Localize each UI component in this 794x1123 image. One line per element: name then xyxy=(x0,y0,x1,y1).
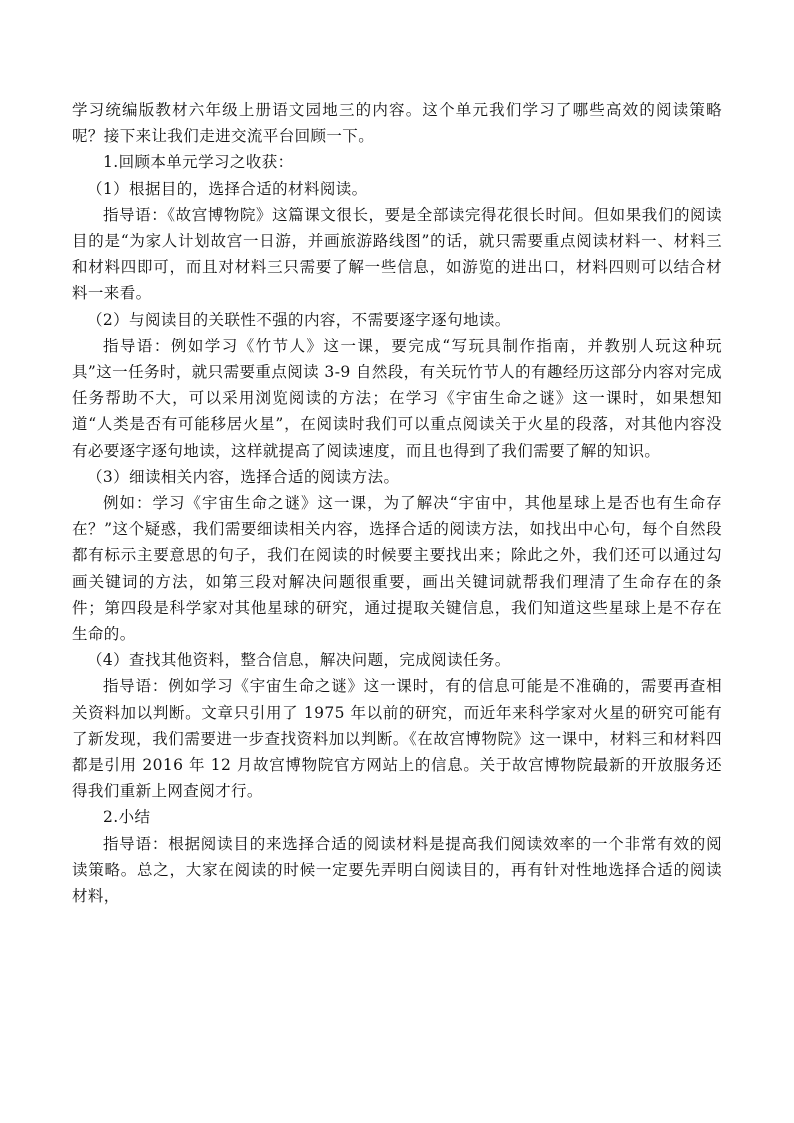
guide-paragraph-bamboo: 指导语：例如学习《竹节人》这一课，要完成“写玩具制作指南，并教别人玩这种玩具”这一任务时，就只需要重点阅读 3-9 自然段，有关玩竹节人的有趣经历这部分内容对完成任务帮助不大，可以采用浏览阅读的方法；在学习《宇宙生命之谜》这一课时，如果想知道“人类是否有可能移居火星”，在阅读时我们可以重点阅读关于火星的段落，对其他内容没有必要逐字逐句地读，这样就提高了阅读速度，而且也得到了我们需要了解的知识。 xyxy=(72,336,722,460)
example-paragraph-universe: 例如：学习《宇宙生命之谜》这一课，为了解决“宇宙中，其他星球上是否也有生命存在？”这个疑惑，我们需要细读相关内容，选择合适的阅读方法，如找出中心句，每个自然段都有标示主要意思的句子，我们在阅读的时候要主要找出来；除此之外，我们还可以通过勾画关键词的方法，如第三段对解决问题很重要，画出关键词就帮我们理清了生命存在的条件；第四段是科学家对其他星球的研究，通过提取关键信息，我们知道这些星球上是不存在生命的。 xyxy=(72,494,722,644)
subheading-irrelevant-content: （2）与阅读目的关联性不强的内容，不需要逐字逐句地读。 xyxy=(87,310,511,329)
intro-paragraph: 学习统编版教材六年级上册语文园地三的内容。这个单元我们学习了哪些高效的阅读策略呢？接下来让我们走进交流平台回顾一下。 xyxy=(72,101,722,146)
document-page xyxy=(72,97,722,909)
subheading-other-sources: （4）查找其他资料，整合信息，解决问题，完成阅读任务。 xyxy=(87,651,511,670)
summary-paragraph: 指导语：根据阅读目的来选择合适的阅读材料是提高我们阅读效率的一个非常有效的阅读策略。总之，大家在阅读的时候一定要先弄明白阅读目的，再有针对性地选择合适的阅读材料， xyxy=(72,834,722,906)
guide-paragraph-sources: 指导语：例如学习《宇宙生命之谜》这一课时，有的信息可能是不准确的，需要再查相关资料加以判断。文章只引用了 1975 年以前的研究，而近年来科学家对火星的研究可能有了新发现，我们需要进一步查找资料加以判断。《在故宫博物院》这一课中，材料三和材料四都是引用 2016 年 12 月故宫博物院官方网站上的信息。关于故宫博物院最新的开放服务还得我们重新上网查阅才行。 xyxy=(72,677,722,801)
section-heading-summary: 2.小结 xyxy=(103,808,151,827)
subheading-purpose: （1）根据目的，选择合适的材料阅读。 xyxy=(87,179,368,198)
subheading-close-reading: （3）细读相关内容，选择合适的阅读方法。 xyxy=(87,467,400,486)
guide-paragraph-palace: 指导语：《故宫博物院》这篇课文很长，要是全部读完得花很长时间。但如果我们的阅读目的是“为家人计划故宫一日游，并画旅游路线图”的话，就只需要重点阅读材料一、材料三和材料四即可，而且对材料三只需要了解一些信息，如游览的进出口，材料四则可以结合材料一来看。 xyxy=(72,205,722,303)
section-heading-review: 1.回顾本单元学习之收获： xyxy=(103,153,294,172)
